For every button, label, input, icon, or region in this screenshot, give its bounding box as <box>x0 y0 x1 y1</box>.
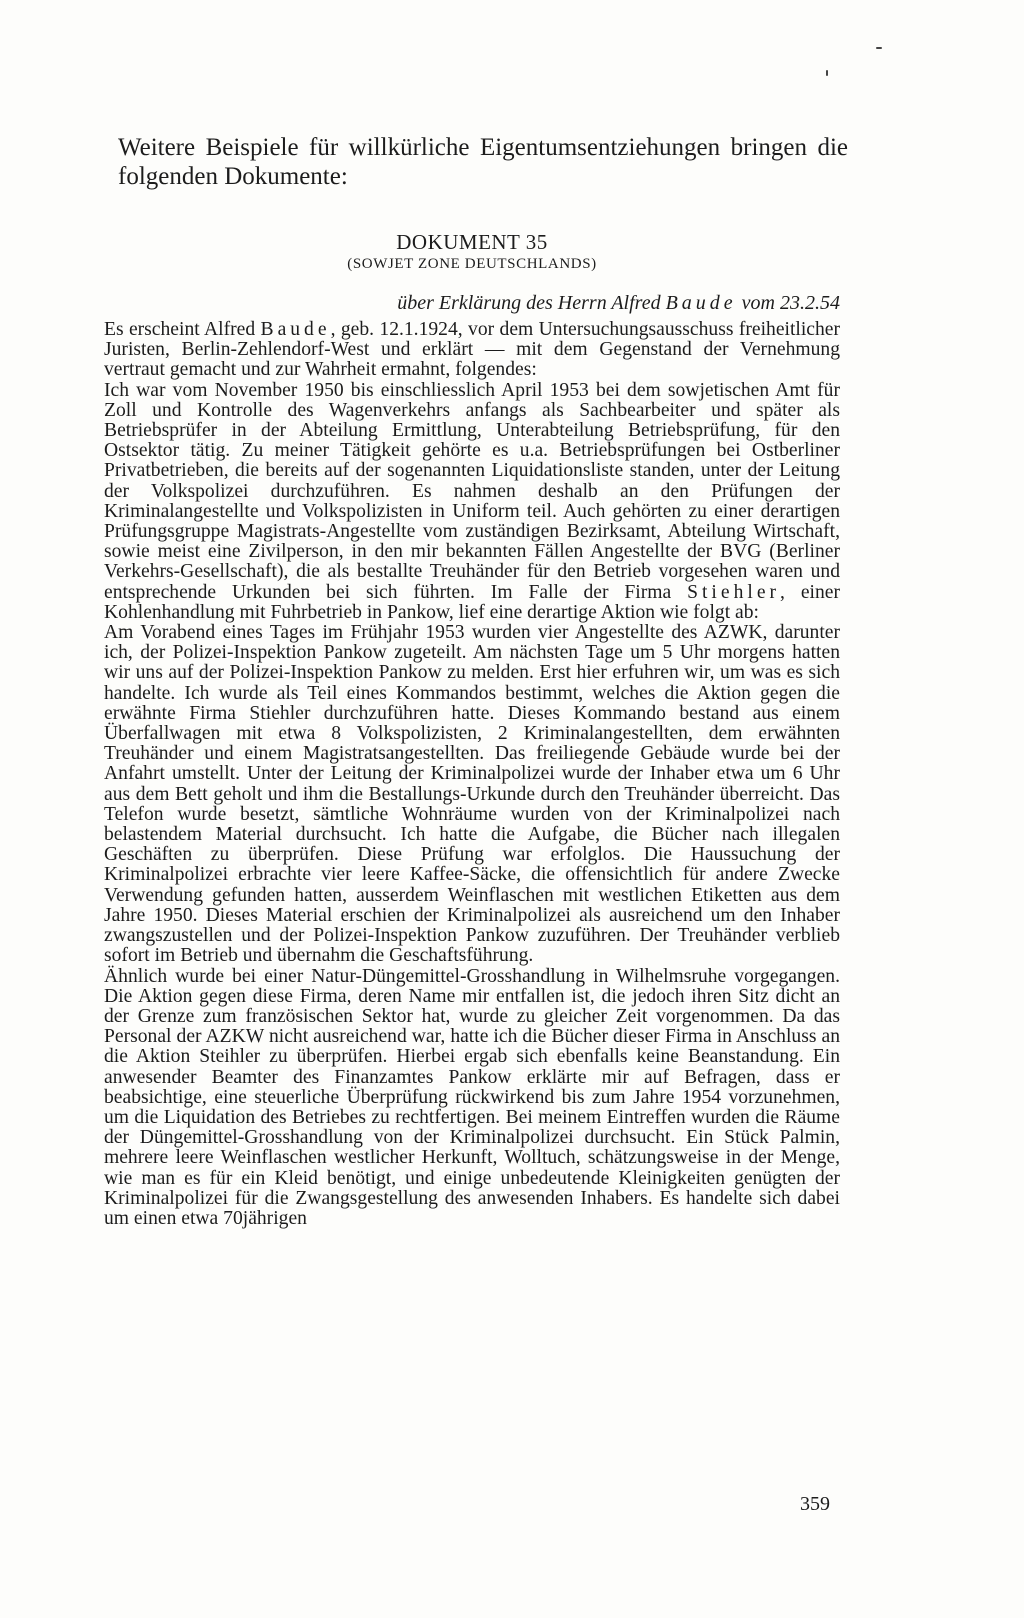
scan-speck <box>876 47 882 49</box>
p1-text-b: , geb. 12.1.1924, vor dem Untersuchungsausschuss freiheitlicher Juristen, Berlin-Zehlendorf-West und erklärt — mit dem Gegenstand der Vernehmung vertraut gemacht und zur Wahrheit ermahnt, folgendes: <box>104 319 841 381</box>
document-body <box>104 320 840 1229</box>
page-number: 359 <box>800 1493 830 1515</box>
intro-text: Weitere Beispiele für willkürliche Eigentumsentziehungen bringen die folgenden Dokumente: <box>118 134 848 190</box>
heading-post: vom 23.2.54 <box>741 292 840 314</box>
p2-text-b: , einer Kohlenhandlung mit Fuhrbetrieb in Pankow, lief eine derartige Aktion wie folgt ab: <box>104 581 840 623</box>
document-subtitle: (SOWJET ZONE DEUTSCHLANDS) <box>347 256 597 272</box>
heading-pre: über Erklärung des Herrn Alfred <box>397 292 661 314</box>
paragraph-2 <box>104 381 840 623</box>
p1-name: Baude <box>260 319 331 340</box>
paragraph-3: Am Vorabend eines Tages im Frühjahr 1953 wurden vier Angestellte des AZWK, darunter ich, der Polizei-Inspektion Pankow zugeteilt. Am nächsten Tage um 5 Uhr morgens hatten wir uns auf der Polizei-Inspektion Pankow zu melden. Erst hier erfuhren wir, um was es sich handelte. Ich wurde als Teil eines Kommandos bestimmt, welches die Aktion gegen die erwähnte Firma Stiehler durchzuführen hatte. Dieses Kommando bestand aus einem Überfallwagen mit etwa 8 Volkspolizisten, 2 Kriminalangestellten, dem erwähnten Treuhänder und einem Magistratsangestellten. Das freiliegende Gebäude wurde bei der Anfahrt umstellt. Unter der Leitung der Kriminalpolizei wurde der Inhaber etwa um 6 Uhr aus dem Bett geholt und ihm die Bestallungs-Urkunde durch den Treuhänder überreicht. Das Telefon wurde besetzt, sämtliche Wohnräume wurden von der Kriminalpolizei nach belastendem Material durchsucht. Ich hatte die Aufgabe, die Bücher nach illegalen Geschäften zu überprüfen. Diese Prüfung war erfolglos. Die Haussuchung der Kriminalpolizei erbrachte vier leere Kaffee-Säcke, die offensichtlich für andere Zwecke Verwendung gefunden hatten, ausserdem Weinflaschen mit westlichen Etiketten aus dem Jahre 1950. Dieses Material erschien der Kriminalpolizei als ausreichend um den Inhaber zwangszustellen und der Polizei-Inspektion Pankow zuzuführen. Der Treuhänder verblieb sofort im Betrieb und übernahm die Geschaftsführung. <box>104 622 840 967</box>
document-title: DOKUMENT 35 <box>396 230 548 254</box>
p2-text-a: Ich war vom November 1950 bis einschliesslich April 1953 bei dem sowjetischen Amt für Zoll und Kontrolle des Wagenverkehrs anfangs als Sachbearbeiter und später als Betriebsprüfer in der Abteilung Ermittlung, Unterabteilung Betriebsprüfung, für den Ostsektor tätig. Zu meiner Tätigkeit gehörte es u.a. Betriebsprüfungen bei Ostberliner Privatbetrieben, die bereits auf der sogenannten Liquidationsliste standen, unter der Leitung der Volkspolizei durchzuführen. Es nahmen deshalb an den Prüfungen der Kriminalangestellte und Volkspolizisten in Uniform teil. Auch gehörten zu einer derartigen Prüfungsgruppe Magistrats-Angestellte vom zuständigen Bezirksamt, Abteilung Wirtschaft, sowie meist eine Zivilperson, in den mir bekannten Fällen Angestellte der BVG (Berliner Verkehrs-Gesellschaft), die als bestallte Treuhänder für den Betrieb vorgesehen waren und entsprechende Urkunden bei sich führten. Im Falle der Firma <box>104 379 840 603</box>
heading-name: Baude <box>665 292 737 314</box>
document-heading <box>397 292 840 315</box>
p1-text-a: Es erscheint Alfred <box>104 319 256 340</box>
p2-name: Stiehler <box>687 581 781 603</box>
scan-speck <box>826 70 828 76</box>
paragraph-1 <box>104 320 840 381</box>
paragraph-4: Ähnlich wurde bei einer Natur-Düngemittel-Grosshandlung in Wilhelmsruhe vorgegangen. Die Aktion gegen diese Firma, deren Name mir entfallen ist, die jedoch ihren Sitz dicht an der Grenze zum französischen Sektor hat, wurde zu gleicher Zeit vorgenommen. Da das Personal der AZKW nicht ausreichend war, hatte ich die Bücher dieser Firma in Anschluss an die Aktion Steihler zu überprüfen. Hierbei ergab sich ebenfalls keine Beanstandung. Ein anwesender Beamter des Finanzamtes Pankow erklärte mir auf Befragen, dass er beabsichtige, eine steuerliche Überprüfung rückwirkend bis zum Jahre 1954 vorzunehmen, um die Liquidation des Betriebes zu rechtfertigen. Bei meinem Eintreffen wurden die Räume der Düngemittel-Grosshandlung von der Kriminalpolizei durchsucht. Ein Stück Palmin, mehrere leere Weinflaschen westlicher Herkunft, Wolltuch, schätzungsweise in der Menge, wie man es für ein Kleid benötigt, und einige unbedeutende Kleinigkeiten genügten der Kriminalpolizei für die Zwangsgestellung des anwesenden Inhabers. Es handelte sich dabei um einen etwa 70jährigen <box>104 965 840 1229</box>
